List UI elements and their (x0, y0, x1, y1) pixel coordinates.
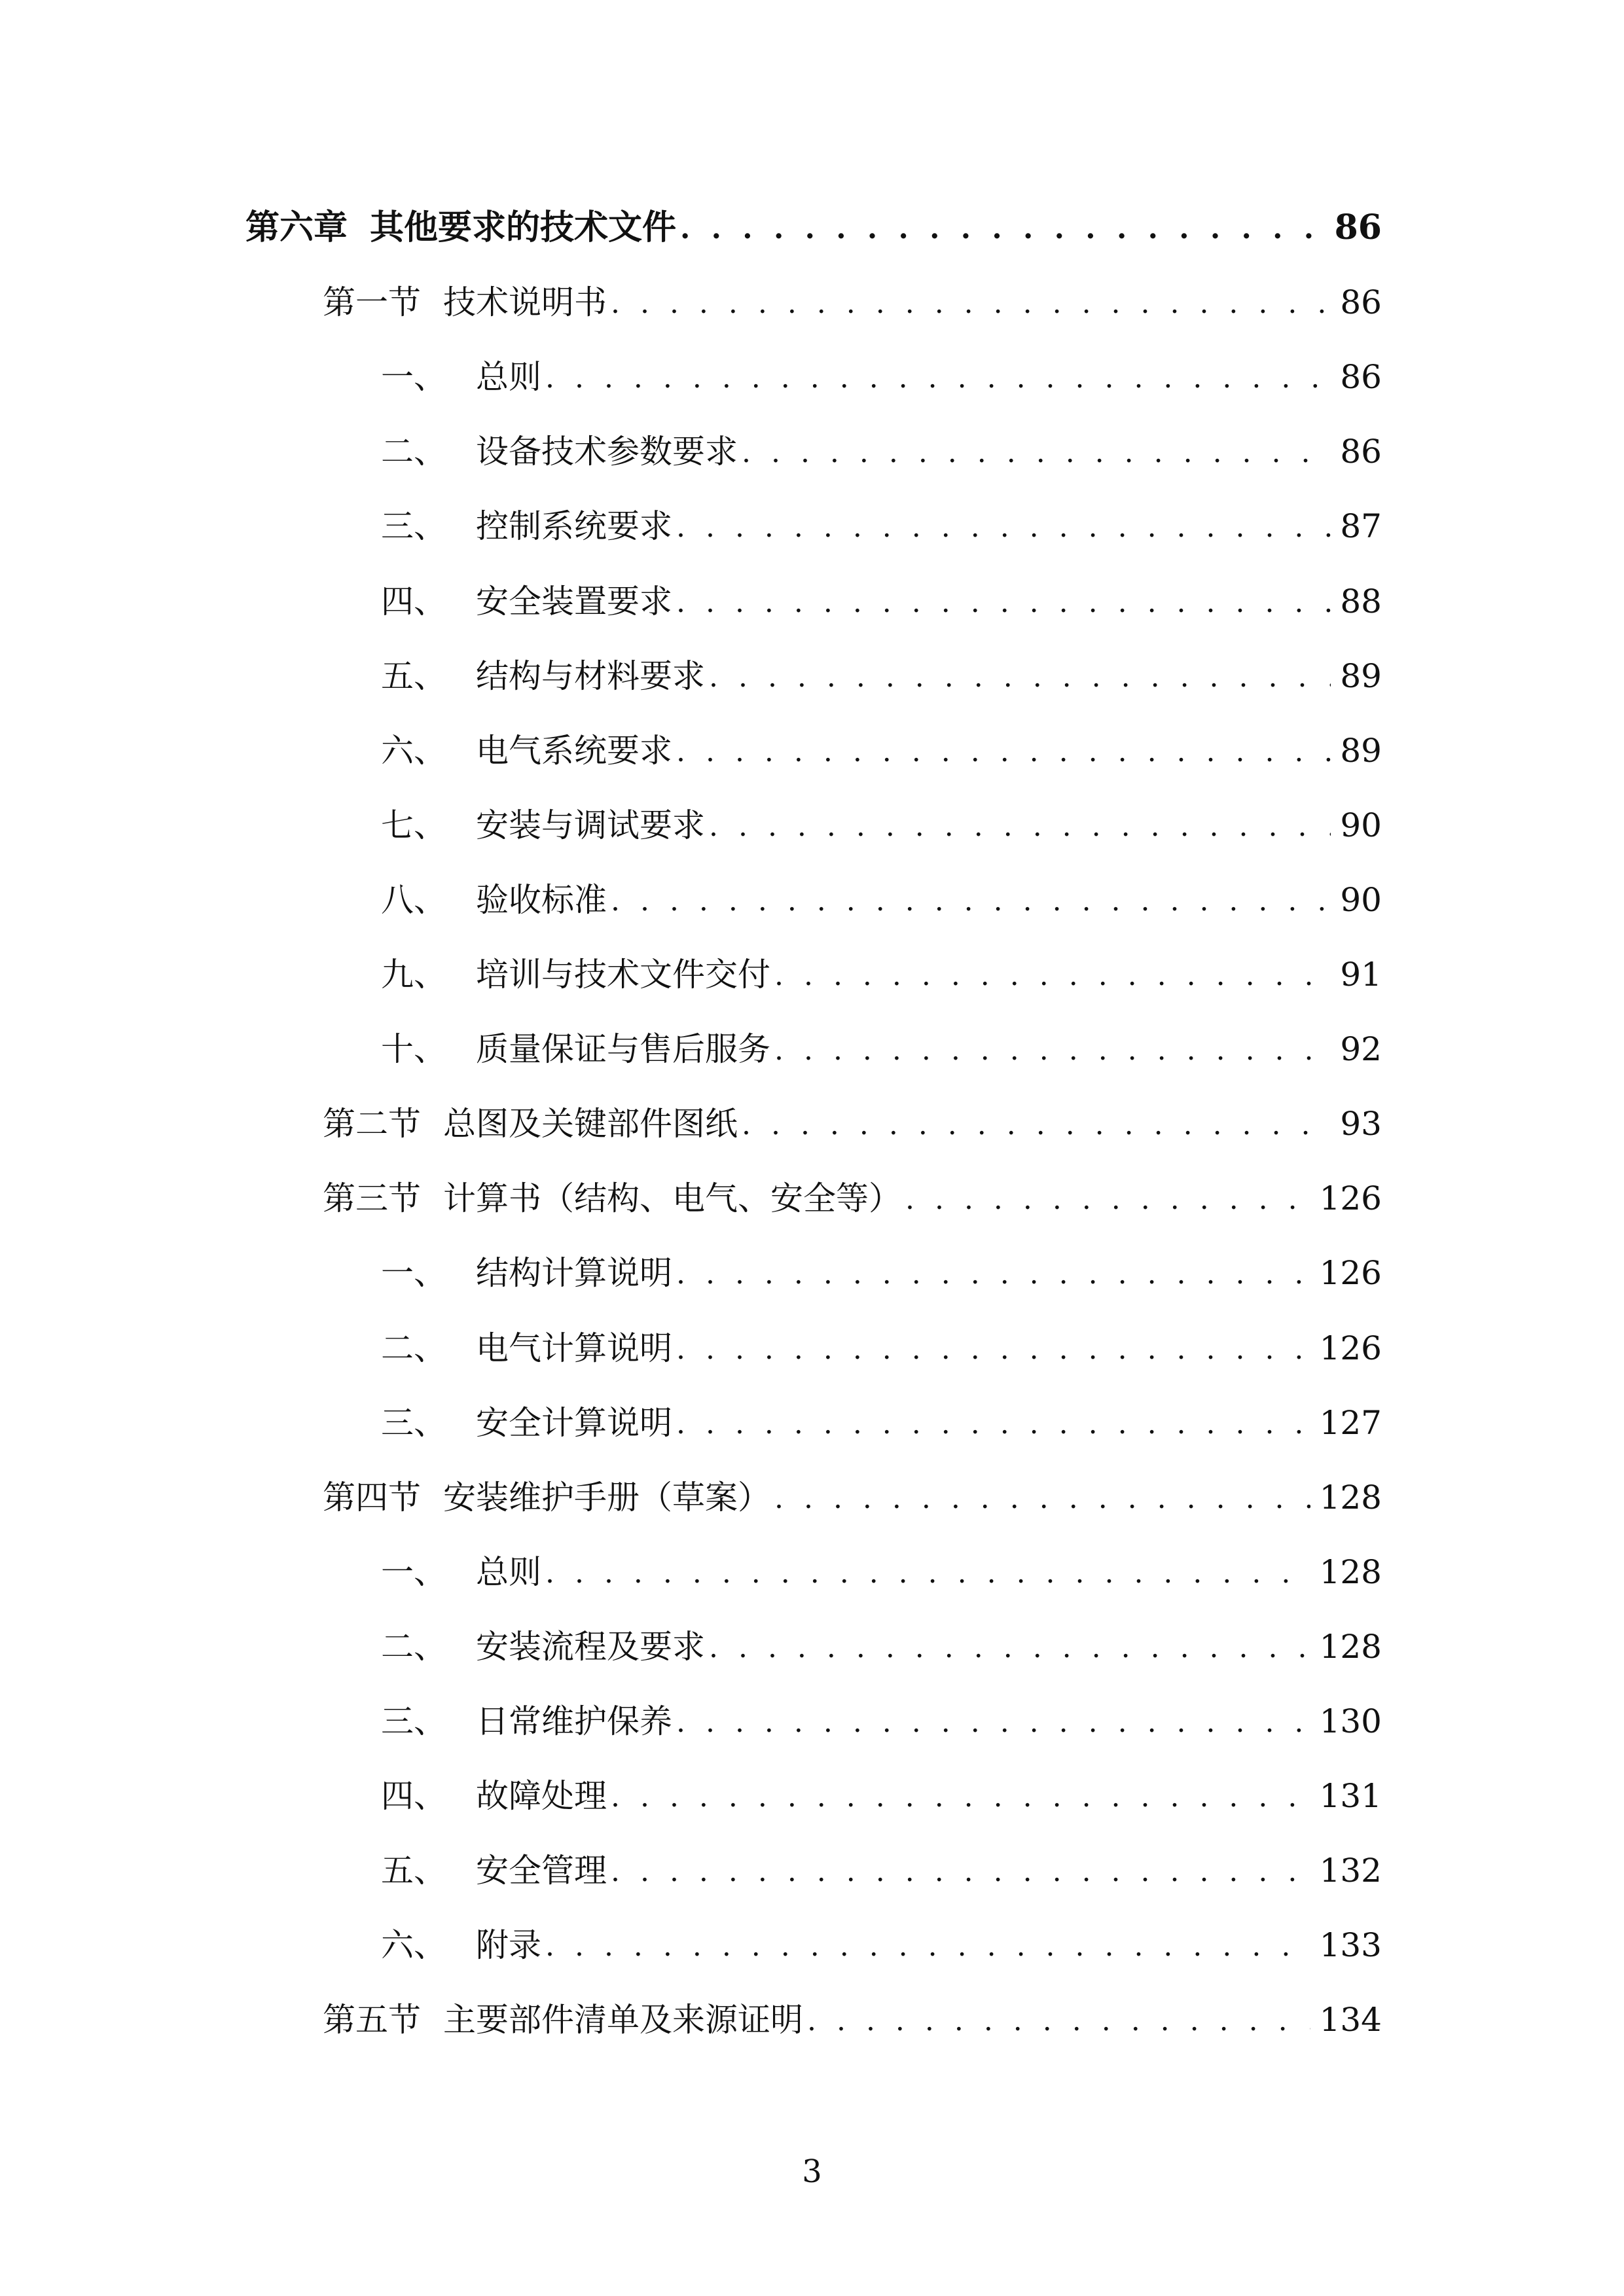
toc-entry-number: 一、 (381, 358, 446, 396)
toc-entry-page: 90 (1340, 806, 1382, 844)
toc-dot-leader (545, 1554, 1310, 1593)
toc-entry-label (381, 1850, 607, 1892)
toc-entry-label (323, 1999, 803, 2041)
toc-entry-label (323, 281, 607, 323)
toc-entry-title: 总则 (476, 358, 541, 396)
toc-entry-title: 总图及关键部件图纸 (443, 1105, 738, 1143)
toc-entry-number: 第四节 (323, 1479, 421, 1516)
toc-entry-title: 培训与技术文件交付 (476, 956, 770, 994)
toc-entry-number: 六、 (381, 732, 446, 770)
toc-entry-label (323, 1177, 901, 1219)
toc-entry-label (381, 879, 607, 921)
toc-entry-page: 93 (1340, 1105, 1382, 1143)
toc-entry-label (381, 655, 705, 697)
toc-entry[interactable] (245, 196, 1382, 249)
toc-entry-number: 三、 (381, 1702, 446, 1740)
toc-entry-label (381, 730, 672, 772)
toc-dot-leader (676, 1703, 1310, 1742)
toc-entry-number: 第六章 (245, 207, 348, 247)
toc-entry-page: 134 (1319, 2001, 1382, 2039)
toc-entry-label (381, 1551, 541, 1593)
toc-entry-number: 二、 (381, 433, 446, 471)
toc-entry-page: 126 (1319, 1329, 1382, 1367)
toc-dot-leader (545, 1927, 1310, 1966)
toc-dot-leader (611, 1852, 1310, 1892)
toc-entry-label (381, 1775, 607, 1817)
toc-entry-number: 十、 (381, 1030, 446, 1068)
toc-dot-leader (709, 807, 1331, 846)
toc-entry[interactable] (381, 1018, 1382, 1070)
toc-entry-label (323, 1477, 770, 1518)
toc-entry-number: 四、 (381, 1777, 446, 1815)
toc-entry-number: 第三节 (323, 1179, 421, 1217)
toc-entry-title: 日常维护保养 (476, 1702, 672, 1740)
toc-dot-leader (676, 1330, 1310, 1369)
toc-dot-leader (905, 1180, 1310, 1219)
toc-entry-title: 结构与材料要求 (476, 657, 705, 695)
toc-dot-leader (611, 284, 1331, 323)
toc-entry[interactable] (323, 271, 1382, 323)
toc-entry-page: 128 (1319, 1479, 1382, 1516)
toc-entry-page: 90 (1340, 881, 1382, 919)
toc-entry[interactable] (381, 1317, 1382, 1369)
toc-entry-title: 主要部件清单及来源证明 (443, 2001, 803, 2039)
toc-dot-leader (611, 1778, 1310, 1817)
toc-entry-page: 133 (1319, 1926, 1382, 1964)
toc-entry-title: 电气计算说明 (476, 1329, 672, 1367)
toc-entry-number: 八、 (381, 881, 446, 919)
toc-entry-label (245, 207, 676, 249)
toc-entry[interactable] (381, 346, 1382, 398)
page-number: 3 (802, 2153, 822, 2190)
toc-dot-leader (545, 359, 1331, 398)
toc-entry-label (381, 581, 672, 622)
toc-entry-title: 结构计算说明 (476, 1254, 672, 1292)
toc-entry-label (381, 1402, 672, 1444)
toc-dot-leader (774, 1031, 1331, 1070)
toc-entry[interactable] (381, 869, 1382, 921)
toc-entry-title: 安全装置要求 (476, 583, 672, 620)
toc-entry-page: 126 (1319, 1254, 1382, 1292)
toc-dot-leader (709, 1628, 1310, 1668)
toc-entry-title: 质量保证与售后服务 (476, 1030, 770, 1068)
toc-entry-number: 二、 (381, 1329, 446, 1367)
toc-entry-label (381, 1327, 672, 1369)
toc-entry[interactable] (381, 645, 1382, 697)
toc-entry-label (381, 804, 705, 846)
toc-entry-label (381, 1924, 541, 1966)
toc-entry-title: 附录 (476, 1926, 541, 1964)
toc-entry[interactable] (323, 1988, 1382, 2041)
toc-entry-number: 一、 (381, 1553, 446, 1591)
toc-dot-leader (807, 2001, 1310, 2041)
toc-entry-title: 安装流程及要求 (476, 1628, 705, 1666)
toc-entry-page: 91 (1340, 956, 1382, 994)
toc-entry-page: 127 (1319, 1404, 1382, 1442)
toc-entry-page: 126 (1319, 1179, 1382, 1217)
toc-entry[interactable] (381, 570, 1382, 622)
toc-entry-title: 安装维护手册（草案） (443, 1479, 770, 1516)
toc-entry-label (381, 1252, 672, 1294)
toc-entry-page: 86 (1340, 283, 1382, 321)
toc-entry-title: 其他要求的技术文件 (370, 207, 677, 247)
toc-entry-number: 九、 (381, 956, 446, 994)
toc-dot-leader (676, 508, 1331, 547)
toc-entry[interactable] (381, 1541, 1382, 1593)
toc-entry-title: 验收标准 (476, 881, 607, 919)
toc-entry-number: 二、 (381, 1628, 446, 1666)
toc-entry[interactable] (381, 1242, 1382, 1294)
toc-entry[interactable] (323, 1167, 1382, 1219)
toc-entry[interactable] (381, 1765, 1382, 1817)
toc-entry[interactable] (381, 1690, 1382, 1742)
toc-entry[interactable] (381, 794, 1382, 846)
toc-entry-page: 86 (1340, 358, 1382, 396)
toc-dot-leader (676, 732, 1331, 772)
toc-entry[interactable] (381, 495, 1382, 547)
toc-entry-number: 七、 (381, 806, 446, 844)
toc-dot-leader (676, 1255, 1310, 1294)
toc-dot-leader (680, 209, 1326, 249)
toc-entry-page: 92 (1340, 1030, 1382, 1068)
toc-entry[interactable] (323, 1466, 1382, 1518)
toc-dot-leader (742, 433, 1331, 473)
toc-entry-page: 86 (1340, 433, 1382, 471)
toc-entry[interactable] (381, 1839, 1382, 1892)
toc-entry-number: 五、 (381, 657, 446, 695)
toc-entry-label (323, 1103, 738, 1145)
toc-dot-leader (774, 1479, 1310, 1518)
toc-entry-page: 86 (1334, 207, 1382, 247)
toc-entry-label (381, 1028, 770, 1070)
toc-entry-page: 128 (1319, 1553, 1382, 1591)
toc-entry-page: 89 (1340, 657, 1382, 695)
toc-entry-number: 五、 (381, 1852, 446, 1890)
toc-entry-page: 131 (1319, 1777, 1382, 1815)
toc-dot-leader (709, 658, 1331, 697)
toc-entry-number: 第五节 (323, 2001, 421, 2039)
toc-entry-title: 技术说明书 (443, 283, 607, 321)
toc-entry-number: 第一节 (323, 283, 421, 321)
toc-entry-title: 控制系统要求 (476, 507, 672, 545)
toc-entry[interactable] (381, 420, 1382, 473)
toc-entry-page: 87 (1340, 507, 1382, 545)
toc-entry-title: 安全计算说明 (476, 1404, 672, 1442)
toc-entry-title: 故障处理 (476, 1777, 607, 1815)
toc-entry-label (381, 1626, 705, 1668)
toc-entry-title: 安全管理 (476, 1852, 607, 1890)
toc-entry-page: 128 (1319, 1628, 1382, 1666)
toc-entry-title: 电气系统要求 (476, 732, 672, 770)
toc-entry-number: 一、 (381, 1254, 446, 1292)
toc-entry-page: 88 (1340, 583, 1382, 620)
toc-entry[interactable] (381, 1615, 1382, 1668)
toc-entry-label (381, 954, 770, 996)
toc-dot-leader (742, 1105, 1331, 1145)
toc-entry[interactable] (323, 1092, 1382, 1145)
toc-entry-title: 计算书（结构、电气、安全等） (443, 1179, 901, 1217)
toc-entry-page: 89 (1340, 732, 1382, 770)
toc-entry[interactable] (381, 1914, 1382, 1966)
toc-entry-label (381, 505, 672, 547)
toc-dot-leader (676, 1405, 1310, 1444)
toc-entry-number: 四、 (381, 583, 446, 620)
toc-entry-number: 三、 (381, 1404, 446, 1442)
toc-entry-title: 安装与调试要求 (476, 806, 705, 844)
toc-entry-title: 总则 (476, 1553, 541, 1591)
toc-dot-leader (611, 882, 1331, 921)
toc-entry-label (381, 356, 541, 398)
toc-entry[interactable] (381, 943, 1382, 996)
toc-entry-page: 130 (1319, 1702, 1382, 1740)
toc-dot-leader (774, 956, 1331, 996)
toc-entry-number: 三、 (381, 507, 446, 545)
toc-entry-title: 设备技术参数要求 (476, 433, 738, 471)
toc-entry-number: 第二节 (323, 1105, 421, 1143)
toc-entry[interactable] (381, 1391, 1382, 1444)
toc-dot-leader (676, 583, 1331, 622)
toc-entry-page: 132 (1319, 1852, 1382, 1890)
toc-entry[interactable] (381, 719, 1382, 772)
toc-entry-label (381, 431, 738, 473)
toc-entry-label (381, 1700, 672, 1742)
toc-entry-number: 六、 (381, 1926, 446, 1964)
